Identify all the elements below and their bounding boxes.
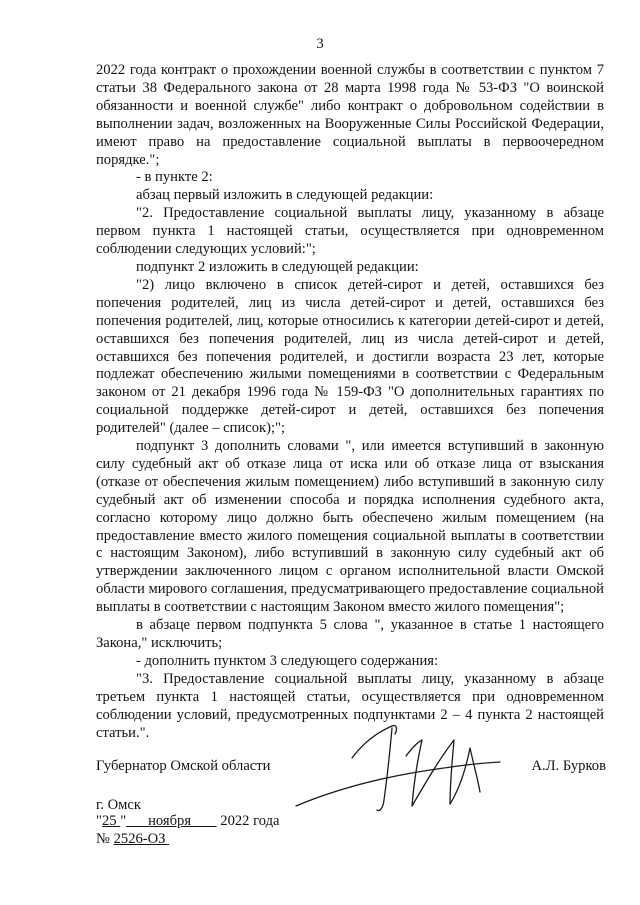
law-number [96, 831, 169, 848]
signature-block [96, 758, 606, 788]
paragraph-quote-point-2: "2. Предоставление социальной выплаты лицу, указанному в абзаце первом пункта 1 настоящей статьи, осуществляется при одновременном соблюдении следующих условий:"; [96, 205, 604, 258]
paragraph-quote-point-3: "3. Предоставление социальной выплаты лицу, указанному в абзаце третьем пункта 1 настоящей статьи, осуществляется при одновременном соблюдении условий, предусмотренных подпунктами 2 – 4 пункта 2 настоящей статьи.". [96, 670, 604, 741]
paragraph-continuation: 2022 года контракт о прохождении военной службы в соответствии с пунктом 7 статьи 38 Федерального закона от 28 марта 1998 года № 53-ФЗ "О воинской обязанности и военной службе" либо контракт о добровольном содействии в выполнении задач, возложенных на Вооруженные Силы Российской Федерации, имеют право на предоставление социальной выплаты в первоочередном порядке."; [96, 62, 604, 168]
paragraph-item-point-2: - в пункте 2: [136, 169, 213, 186]
signatory-title: Губернатор Омской области [96, 758, 271, 774]
date-year: 2022 года [220, 813, 280, 829]
number-prefix: № [96, 831, 110, 847]
handwritten-signature [294, 718, 504, 816]
document-body [96, 62, 604, 742]
paragraph-instruction: подпункт 2 изложить в следующей редакции: [136, 258, 419, 275]
page-number: 3 [316, 36, 324, 52]
paragraph-subpoint-3: подпункт 3 дополнить словами ", или имеется вступивший в законную силу судебный акт об отказе лица от иска или об отказе лица от взыскания (отказе от обеспечения жилым помещением) либо вступивший в законную силу судебный акт об изменении способа и порядка исполнения судебного акта, согласно которому лицо должно быть обеспечено жилым помещением (на предоставление вместо жилого помещения социальной выплаты в соответствии с настоящим Законом), либо вступивший в законную силу судебный акт об утверждении заключенного лицом с органом исполнительной власти Омской области мирового соглашения, предусматривающего предоставление социальной выплаты в соответствии с настоящим Законом вместо жилого помещения"; [96, 438, 604, 616]
city: г. Омск [96, 797, 141, 813]
date-month: ноября [148, 813, 192, 829]
date-open-quote: " [96, 813, 102, 829]
paragraph-add-point-3: - дополнить пунктом 3 следующего содержания: [136, 652, 439, 669]
paragraph-subpoint-5: в абзаце первом подпункта 5 слова ", указанное в статье 1 настоящего Закона," исключить; [96, 617, 604, 651]
date-close-quote: " [120, 813, 127, 829]
signing-date [96, 813, 280, 830]
number-value: 2526-ОЗ [113, 831, 166, 847]
paragraph-instruction: абзац первый изложить в следующей редакции: [136, 187, 434, 204]
date-day: 25 [101, 813, 117, 829]
signatory-name: А.Л. Бурков [531, 758, 606, 774]
paragraph-subpoint-2: "2) лицо включено в список детей-сирот и детей, оставшихся без попечения родителей, лиц из числа детей-сирот и детей, оставшихся без попечения родителей, лиц, которые относились к категории детей-сирот и детей, оставшихся без попечения родителей, лиц из числа детей-сирот и детей, оставшихся без попечения родителей, и достигли возраста 23 лет, которые подлежат обеспечению жилыми помещениями в соответствии с Федеральным законом от 21 декабря 1996 года № 159-ФЗ "О дополнительных гарантиях по социальной поддержке детей-сирот и детей, оставшихся без попечения родителей" (далее – список);"; [96, 276, 604, 437]
